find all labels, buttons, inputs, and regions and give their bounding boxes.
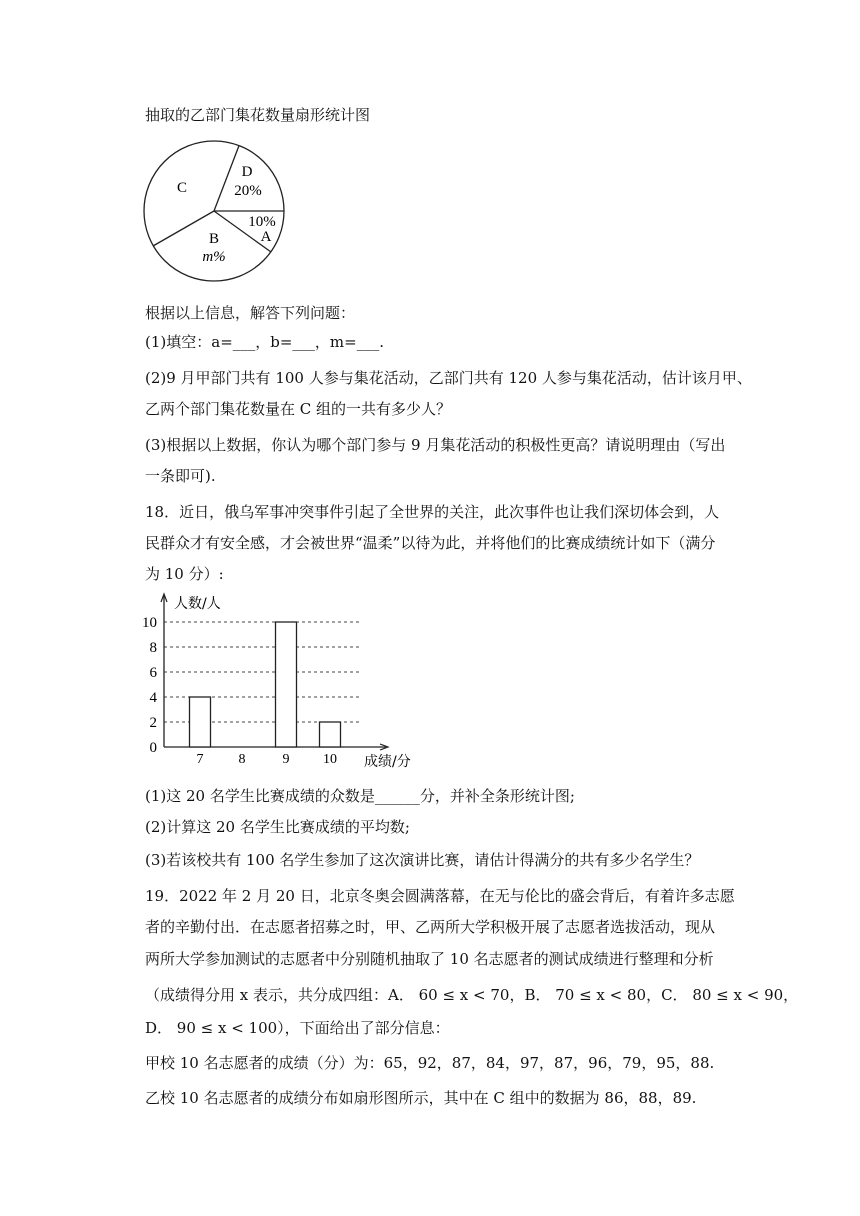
pie-chart-title: 抽取的乙部门集花数量扇形统计图 — [145, 106, 371, 124]
q19-stem-line1: 19．2022 年 2 月 20 日，北京冬奥会圆满落幕，在无与伦比的盛会背后，有着许多志愿 — [145, 887, 735, 905]
q19-school-a-scores: 甲校 10 名志愿者的成绩（分）为：65，92，87，84，97，87，96，79，95，88. — [145, 1054, 715, 1072]
q19-stem-line2: 者的辛勤付出．在志愿者招募之时，甲、乙两所大学积极开展了志愿者选拔活动，现从 — [145, 918, 716, 936]
y-axis-label: 人数/人 — [174, 596, 221, 612]
x-tick-label: 8 — [238, 752, 246, 767]
y-tick-label: 0 — [149, 740, 157, 756]
y-tick-label: 8 — [149, 640, 157, 656]
bar-9 — [276, 622, 297, 747]
q17-intro: 根据以上信息，解答下列问题： — [145, 304, 356, 322]
pie-value-a: 10% — [248, 214, 276, 230]
x-tick-label: 10 — [323, 752, 337, 767]
q18-part3: (3)若该校共有 100 名学生参加了这次演讲比赛，请估计得满分的共有多少名学生？ — [145, 851, 700, 869]
x-tick-label: 7 — [196, 752, 204, 767]
y-tick-label: 4 — [149, 690, 157, 706]
q18-part1: (1)这 20 名学生比赛成绩的众数是______分，并补全条形统计图; — [145, 787, 575, 805]
q17-part3-line2: 一条即可). — [145, 467, 216, 485]
bar-chart — [140, 592, 430, 774]
q18-stem-line3: 为 10 分）: — [145, 565, 224, 583]
pie-value-b: m% — [202, 249, 226, 265]
q19-stem-line4: （成绩得分用 x 表示，共分成四组：A． 60 ≤ x < 70，B． 70 ≤ x < 80，C． 80 ≤ x < 90， — [145, 986, 799, 1004]
pie-value-d: 20% — [234, 183, 262, 199]
q19-stem-line3: 两所大学参加测试的志愿者中分别随机抽取了 10 名志愿者的测试成绩进行整理和分析 — [145, 950, 714, 968]
q17-part2-line1: (2)9 月甲部门共有 100 人参与集花活动，乙部门共有 120 人参与集花活动，估计该月甲、 — [145, 369, 752, 387]
q18-stem-line1: 18．近日，俄乌军事冲突事件引起了全世界的关注，此次事件也让我们深切体会到，人 — [145, 503, 720, 521]
q19-school-b-info: 乙校 10 名志愿者的成绩分布如扇形图所示，其中在 C 组中的数据为 86，88，89. — [145, 1089, 697, 1107]
q17-part3-line1: (3)根据以上数据，你认为哪个部门参与 9 月集花活动的积极性更高？请说明理由（写出 — [145, 436, 726, 454]
q17-part1: (1)填空：a=___，b=___，m=___. — [145, 333, 384, 351]
y-tick-label: 2 — [149, 715, 157, 731]
bar-7 — [190, 697, 211, 747]
q18-stem-line2: 民群众才有安全感，才会被世界“温柔”以待为此，并将他们的比赛成绩统计如下（满分 — [145, 534, 716, 552]
pie-label-c: C — [176, 180, 188, 196]
pie-chart — [140, 138, 290, 288]
bar-10 — [320, 722, 341, 747]
pie-label-b: B — [208, 231, 220, 247]
q19-stem-line5: D． 90 ≤ x < 100），下面给出了部分信息： — [145, 1019, 450, 1037]
y-tick-label: 6 — [149, 665, 157, 681]
q17-part2-line2: 乙两个部门集花数量在 C 组的一共有多少人？ — [145, 400, 452, 418]
q18-part2: (2)计算这 20 名学生比赛成绩的平均数; — [145, 818, 410, 836]
pie-label-a: A — [260, 229, 272, 245]
x-axis-label: 成绩/分 — [364, 754, 411, 770]
x-tick-label: 9 — [282, 752, 290, 767]
y-tick-label: 10 — [142, 615, 157, 631]
pie-label-d: D — [241, 164, 253, 180]
